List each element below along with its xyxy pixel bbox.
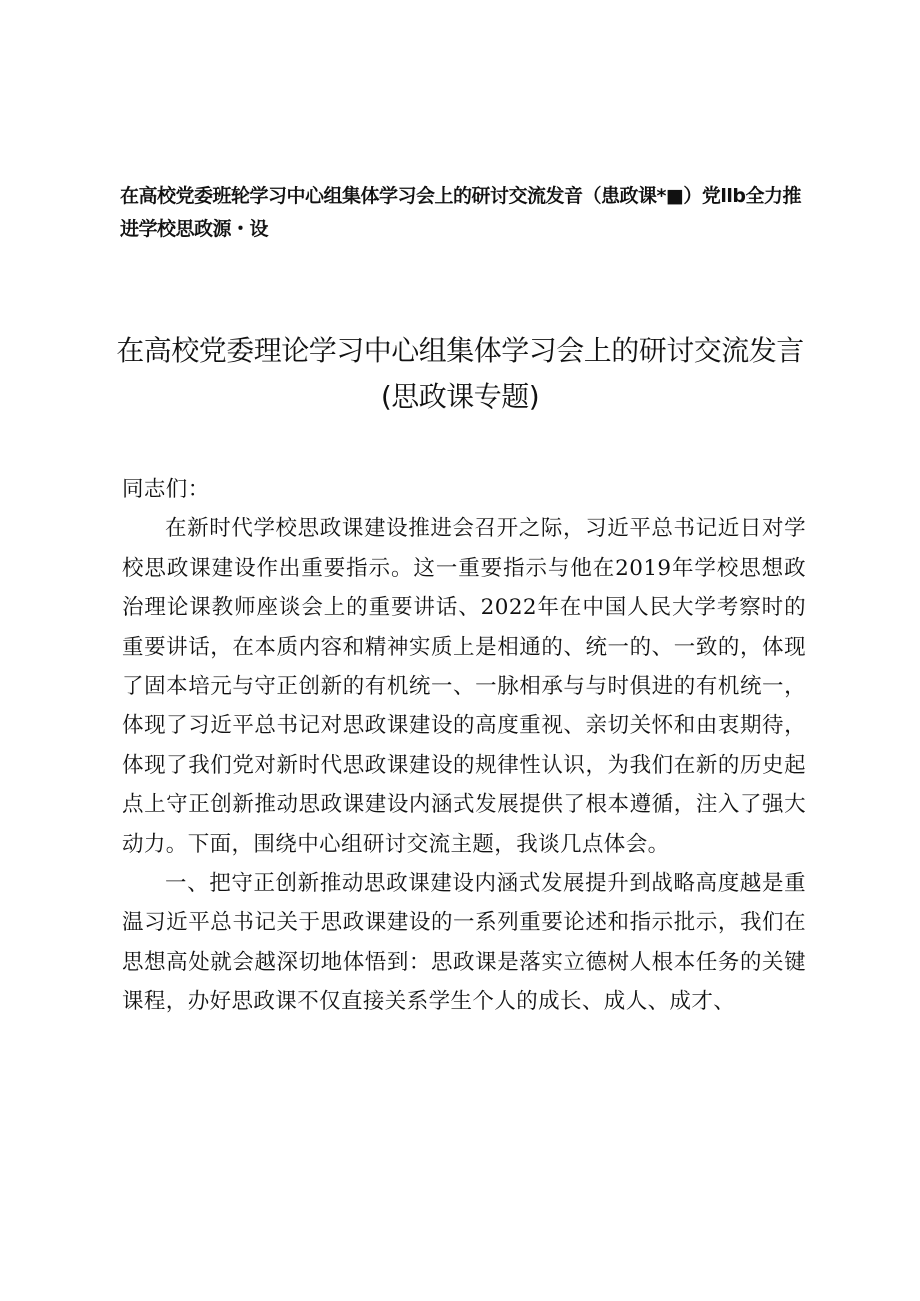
document-header-title: 在高校党委班轮学习中心组集体学习会上的研讨交流发音（患政课*■）党llb全力推进学校思政源・设 <box>120 185 802 240</box>
salutation: 同志们： <box>122 477 210 502</box>
paragraph-1: 在新时代学校思政课建设推进会召开之际，习近平总书记近日对学校思政课建设作出重要指示。这一重要指示与他在2019年学校思想政治理论课教师座谈会上的重要讲话、2022年在中国人民大学考察时的重要讲话，在本质内容和精神实质上是相通的、统一的、一致的，体现了固本培元与守正创新的有机统一、一脉相承与与时俱进的有机统一，体现了习近平总书记对思政课建设的高度重视、亲切关怀和由衷期待，体现了我们党对新时代思政课建设的规律性认识，为我们在新的历史起点上守正创新推动思政课建设内涵式发展提供了根本遵循，注入了强大动力。下面，围绕中心组研讨交流主题，我谈几点体会。 <box>122 516 806 857</box>
document-body <box>122 470 806 1022</box>
title-line-1: 在高校党委理论学习中心组集体学习会上的研讨交流发言 <box>116 334 804 367</box>
title-line-2: (思政课专题) <box>380 380 540 413</box>
paragraph-2: 一、把守正创新推动思政课建设内涵式发展提升到战略高度越是重温习近平总书记关于思政课建设的一系列重要论述和指示批示，我们在思想高处就会越深切地体悟到：思政课是落实立德树人根本任务的关键课程，办好思政课不仅直接关系学生个人的成长、成人、成才、 <box>122 871 806 1015</box>
page-title <box>110 328 810 420</box>
